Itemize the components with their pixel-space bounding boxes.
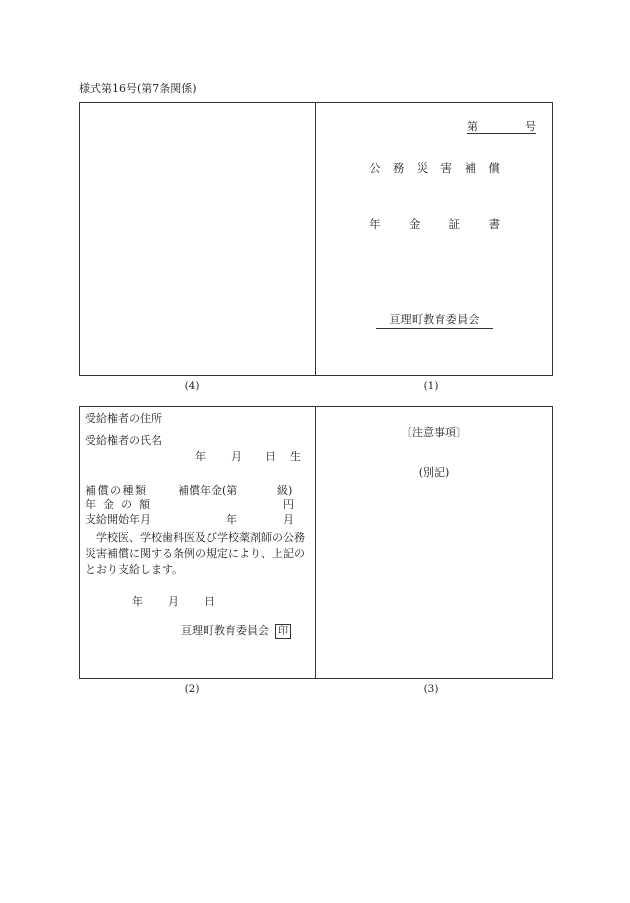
cover-title-char: 金 [408,217,421,231]
cover-title-char: 務 [392,161,405,175]
form-number-title: 様式第16号(第7条関係) [79,82,197,95]
birth-suffix-label: 生 [290,450,301,463]
seal-stamp: 印 [275,624,291,639]
issue-date-day: 日 [204,595,215,608]
cover-title-char: 証 [448,217,461,231]
cover-title-line-1 [369,160,500,176]
number-suffix: 号 [525,120,536,133]
pension-amount-label: 年金の額 [85,498,157,511]
panel-3-notes [315,406,553,679]
cover-title-char: 償 [488,161,500,175]
notes-title: 〔注意事項〕 [401,426,467,439]
payment-start-year: 年 [226,513,237,526]
cover-title-char: 書 [488,217,500,231]
payment-start-month: 月 [283,513,294,526]
cover-issuer: 亘理町教育委員会 [376,311,493,329]
birth-year-label: 年 [195,450,206,463]
birth-month-label: 月 [231,450,242,463]
birth-day-label: 日 [265,450,276,463]
panel-4-blank [79,102,316,376]
address-label: 受給権者の住所 [85,412,162,425]
compensation-type-value: 補償年金(第 [178,484,238,497]
compensation-type-label: 補償の種類 [85,484,148,497]
issue-date-month: 月 [168,595,179,608]
payment-start-label: 支給開始年月 [85,513,151,526]
cover-title-char: 公 [369,161,381,175]
certificate-number-line [467,118,536,134]
caption-panel-4: (4) [184,380,200,392]
cover-title-char: 害 [440,161,453,175]
caption-panel-3: (3) [423,683,439,695]
amount-unit: 円 [283,498,294,511]
cover-title-char: 年 [369,217,381,231]
cover-title-char: 補 [464,161,477,175]
issue-date-year: 年 [132,595,143,608]
compensation-grade-suffix: 級) [277,484,293,497]
name-label: 受給権者の氏名 [85,434,162,447]
caption-panel-1: (1) [423,380,439,392]
appendix-label: (別記) [418,466,450,479]
cover-title-line-2 [369,216,500,232]
issuer-line [181,622,291,639]
caption-panel-2: (2) [184,683,200,695]
number-prefix: 第 [467,120,478,133]
payment-statement: 学校医、学校歯科医及び学校薬剤師の公務災害補償に関する条例の規定により、上記のとおり支給します。 [85,531,305,576]
cover-title-char: 災 [416,161,429,175]
issuer-name: 亘理町教育委員会 [181,624,269,637]
panel-1-cover [315,102,553,376]
panel-2-details [79,406,316,679]
